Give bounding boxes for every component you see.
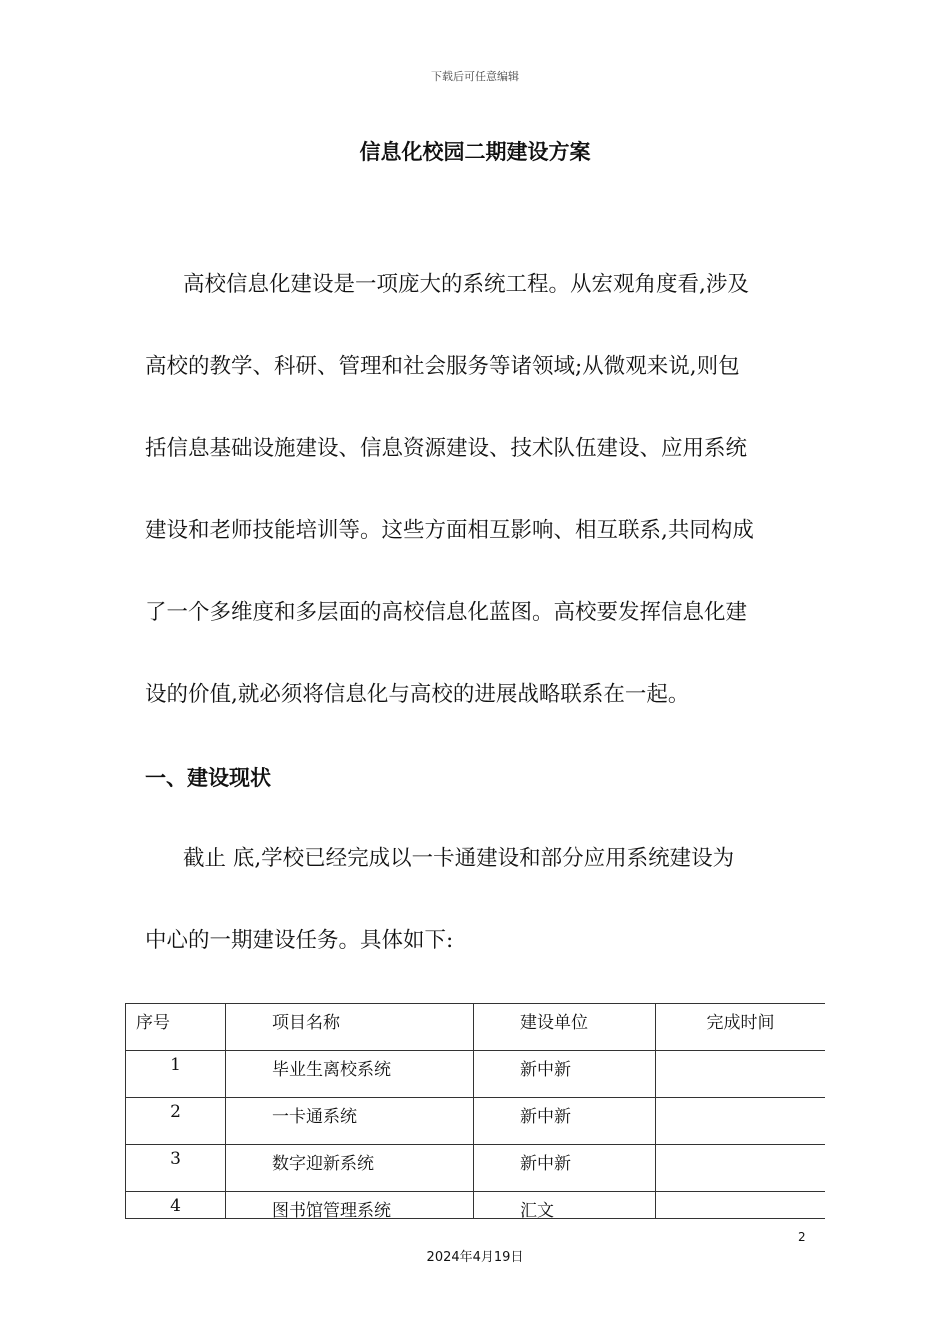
footer-date: 2024年4月19日 bbox=[426, 1250, 524, 1265]
intro-paragraph bbox=[145, 244, 810, 736]
table-row bbox=[126, 1098, 826, 1145]
intro-line-5: 了一个多维度和多层面的高校信息化蓝图。高校要发挥信息化建 bbox=[145, 600, 748, 625]
cell-builder: 新中新 bbox=[474, 1051, 656, 1098]
intro-line-3: 括信息基础设施建设、信息资源建设、技术队伍建设、应用系统 bbox=[145, 436, 748, 461]
cell-completion-time bbox=[656, 1051, 826, 1098]
section-paragraph bbox=[145, 818, 810, 982]
project-table-container bbox=[125, 1003, 825, 1219]
header-note: 下载后可任意编辑 bbox=[431, 70, 519, 83]
cell-index: 1 bbox=[126, 1051, 226, 1098]
cell-completion-time bbox=[656, 1145, 826, 1192]
cell-builder: 新中新 bbox=[474, 1145, 656, 1192]
header-index: 序号 bbox=[126, 1004, 226, 1051]
cell-project-name: 图书馆管理系统 bbox=[226, 1192, 474, 1220]
intro-line-1: 高校信息化建设是一项庞大的系统工程。从宏观角度看,涉及 bbox=[183, 272, 749, 297]
cell-project-name: 一卡通系统 bbox=[226, 1098, 474, 1145]
cell-project-name: 毕业生离校系统 bbox=[226, 1051, 474, 1098]
cell-completion-time bbox=[656, 1098, 826, 1145]
table-header-row bbox=[126, 1004, 826, 1051]
cell-completion-time bbox=[656, 1192, 826, 1220]
cell-index: 2 bbox=[126, 1098, 226, 1145]
header-completion-time: 完成时间 bbox=[656, 1004, 826, 1051]
page-number: 2 bbox=[798, 1230, 806, 1244]
section-line-2: 中心的一期建设任务。具体如下: bbox=[145, 928, 454, 953]
cell-project-name: 数字迎新系统 bbox=[226, 1145, 474, 1192]
cell-builder: 汇文 bbox=[474, 1192, 656, 1220]
section-heading: 一、建设现状 bbox=[145, 766, 271, 790]
document-title: 信息化校园二期建设方案 bbox=[359, 140, 591, 164]
table-row bbox=[126, 1051, 826, 1098]
section-line-1: 截止 底,学校已经完成以一卡通建设和部分应用系统建设为 bbox=[183, 846, 735, 871]
table-row bbox=[126, 1192, 826, 1220]
cell-index: 3 bbox=[126, 1145, 226, 1192]
intro-line-6: 设的价值,就必须将信息化与高校的进展战略联系在一起。 bbox=[145, 682, 690, 707]
project-table bbox=[125, 1003, 825, 1219]
header-builder: 建设单位 bbox=[474, 1004, 656, 1051]
table-row bbox=[126, 1145, 826, 1192]
intro-line-4: 建设和老师技能培训等。这些方面相互影响、相互联系,共同构成 bbox=[145, 518, 754, 543]
header-project-name: 项目名称 bbox=[226, 1004, 474, 1051]
cell-builder: 新中新 bbox=[474, 1098, 656, 1145]
cell-index: 4 bbox=[126, 1192, 226, 1220]
intro-line-2: 高校的教学、科研、管理和社会服务等诸领域;从微观来说,则包 bbox=[145, 354, 740, 379]
